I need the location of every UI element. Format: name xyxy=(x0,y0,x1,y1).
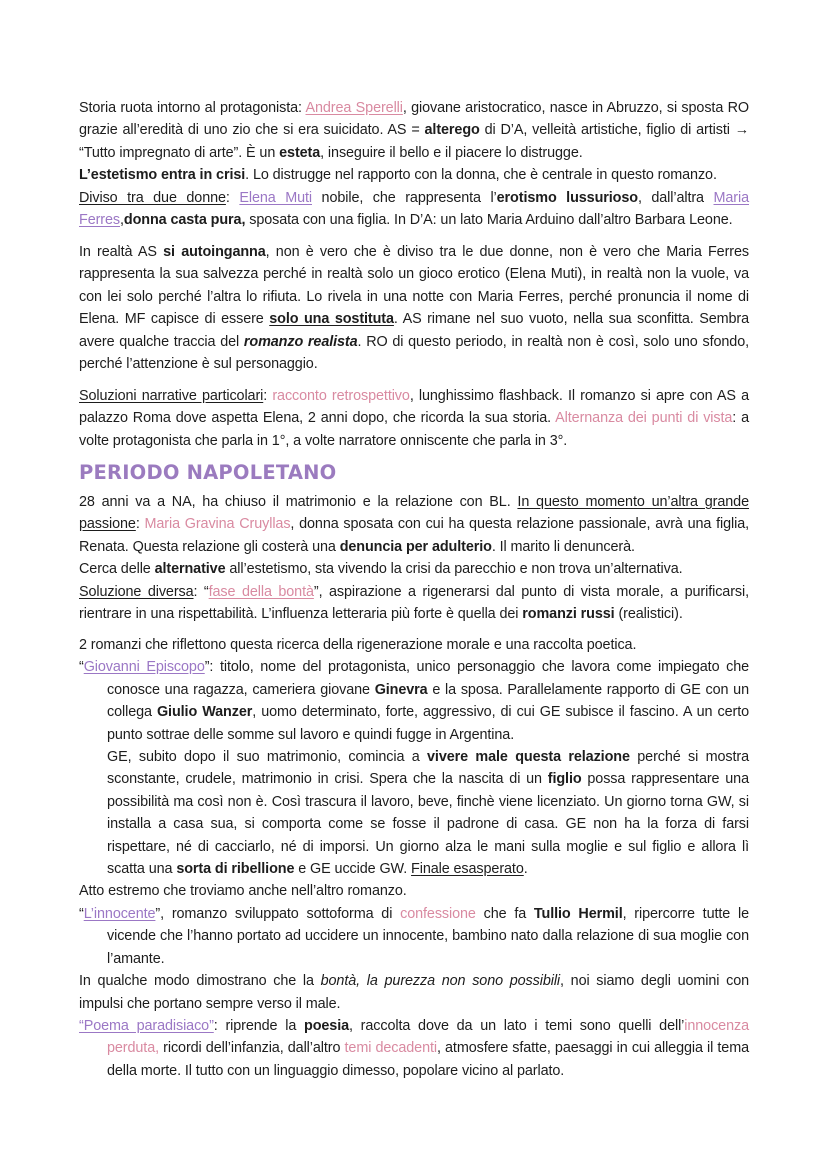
text: , non è vero che è diviso tra le due donne, non è vero che Maria Ferres rappresenta la sua salvezza perché in realtà solo un gioco erotico (Elena Muti), in realtà non la vuole, va con lei solo perché l’altra lo rifiuta. Lo rivela in una notte con Maria Ferres, perché pronuncia il nome di Elena. MF capisce di essere xyxy=(79,244,749,328)
text: Storia ruota intorno al protagonista: xyxy=(79,100,306,116)
name-maria-gravina: Maria Gravina Cruyllas xyxy=(144,516,291,533)
text: di D’A, velleità artistiche, figlio di artisti → “Tutto impregnato di arte”. È un xyxy=(79,122,749,161)
keyword-vivere-male: vivere male questa relazione xyxy=(427,749,630,766)
text: , ripercorre tutte le vicende che l’hanno portato ad uccidere un innocente, bambino nato dalla relazione di sua moglie con l’amante. xyxy=(107,905,749,967)
keyword-alterego: alterego xyxy=(424,122,480,139)
item-innocente xyxy=(79,903,749,970)
text-conclusion xyxy=(79,970,749,1015)
text: ”, romanzo sviluppato sottoforma di xyxy=(155,905,401,922)
name-maria-ferres: Maria Ferres xyxy=(79,189,749,229)
text: e la sposa. Parallelamente rapporto di GE con un collega xyxy=(107,681,749,721)
text: . Lo distrugge nel rapporto con la donna, che è centrale in questo romanzo. xyxy=(245,167,717,184)
section-heading: PERIODO NAPOLETANO xyxy=(79,461,337,484)
name-elena-muti: Elena Muti xyxy=(239,189,312,206)
text: Cerca delle xyxy=(79,561,155,578)
title-innocente: L’innocente xyxy=(83,905,156,922)
name-giulio-wanzer: Giulio Wanzer xyxy=(156,704,253,721)
keyword-confessione: confessione xyxy=(400,905,476,922)
paragraph-protagonist xyxy=(79,97,749,231)
text: : riprende la xyxy=(213,1017,304,1034)
text: , xyxy=(119,212,124,229)
name-tullio-hermil: Tullio Hermil xyxy=(533,905,623,922)
text: , noi siamo degli uomini con impulsi che portano sempre verso il male. xyxy=(79,973,750,1012)
text: nobile, che rappresenta l’ xyxy=(312,189,497,206)
text: che fa xyxy=(475,905,534,922)
paragraph-napoletano xyxy=(79,491,749,625)
keyword-sostituta: solo una sostituta xyxy=(269,311,394,328)
text: , giovane aristocratico, nasce in Abruzzo, si sposta RO grazie all’eredità di uno zio che si era suicidato. AS = xyxy=(79,100,749,139)
text: GE, subito dopo il suo matrimonio, comincia a xyxy=(107,749,428,766)
item-ge-continuation xyxy=(79,746,749,880)
text: . RO di questo periodo, in realtà non è così, solo uno sfondo, perché l’attenzione è sul personaggio. xyxy=(79,333,749,373)
name-ginevra: Ginevra xyxy=(374,681,428,698)
keyword-innocenza: innocenza perduta, xyxy=(107,1017,749,1057)
keyword-autoinganna: si autoinganna xyxy=(163,244,266,260)
keyword-casta: donna casta pura, xyxy=(123,212,246,229)
paragraph-romanzi xyxy=(79,634,749,1082)
text: e GE uccide GW. xyxy=(294,861,412,878)
keyword-ribellione: sorta di ribellione xyxy=(176,861,295,878)
keyword-decadenti: temi decadenti xyxy=(344,1040,437,1057)
text: In realtà AS xyxy=(79,244,164,260)
keyword-finale: Finale esasperato xyxy=(411,861,524,878)
title-giovanni-episcopo: Giovanni Episcopo xyxy=(83,659,205,676)
keyword-diviso: Diviso tra due donne xyxy=(79,189,226,206)
text: : a volte protagonista che parla in 1°, a volte narratore onniscente che parla in 3°. xyxy=(79,410,750,449)
text: 28 anni va a NA, ha chiuso il matrimonio e la relazione con BL. xyxy=(79,494,518,510)
keyword-romanzo-realista: romanzo realista xyxy=(243,333,358,350)
text: , inseguire il bello e il piacere lo distrugge. xyxy=(320,144,583,161)
item-poema-paradisiaco xyxy=(79,1015,749,1082)
text: : xyxy=(135,516,145,533)
text: , atmosfere sfatte, paesaggi in cui alleggia il tema della morte. Il tutto con un linguaggio dimesso, popolare vicino al parlato. xyxy=(107,1040,749,1079)
text: . xyxy=(523,861,528,878)
text: . AS rimane nel suo vuoto, nella sua sconfitta. Sembra avere qualche traccia del xyxy=(79,311,749,350)
text: Atto estremo che troviamo anche nell’altro romanzo. xyxy=(79,883,407,900)
keyword-crisi: L’estetismo entra in crisi xyxy=(79,167,246,184)
keyword-alternative: alternative xyxy=(154,561,226,578)
text: possa rappresentare una possibilità ma così non è. Così trascura il lavoro, beve, finchè viene licenziato. Un giorno torna GW, si installa a casa sua, si comporta come se fosse il padrone di casa. GE non ha la forza di farsi rispettare, né di cacciarlo, né di imporsi. Un giorno alza le mani sulla moglie e sul figlio e allora lì scatta una xyxy=(107,771,749,878)
text: , dall’altra xyxy=(637,189,714,206)
text: In qualche modo dimostrano che la xyxy=(79,973,321,990)
keyword-poesia: poesia xyxy=(304,1017,349,1034)
text: all’estetismo, sta vivendo la crisi da parecchio e non trova un’alternativa. xyxy=(225,561,683,578)
text: , raccolta dove da un lato i temi sono quelli dell’ xyxy=(349,1017,685,1034)
keyword-soluzioni: Soluzioni narrative particolari xyxy=(79,388,264,404)
text: ”, aspirazione a rigenerarsi dal punto di vista morale, a purificarsi, rientrare in una rispettabilità. L’influenza letteraria più forte è quella dei xyxy=(79,583,749,623)
text: : xyxy=(225,189,240,206)
keyword-fase-bonta: fase della bontà xyxy=(208,583,314,600)
text: , lunghissimo flashback. Il romanzo si apre con AS a palazzo Roma dove aspetta Elena, 2 anni dopo, che ricorda la sua storia. xyxy=(79,388,749,427)
keyword-romanzi-russi: romanzi russi xyxy=(522,606,615,623)
text: 2 romanzi che riflettono questa ricerca della rigenerazione morale e una raccolta poetica. xyxy=(79,637,637,653)
text: “ xyxy=(79,905,84,922)
paragraph-autoinganno xyxy=(79,241,749,375)
text: perché si mostra sconstante, crudele, matrimonio in crisi. Spera che la nascita di un xyxy=(107,749,749,788)
text: , donna sposata con cui ha questa relazione passionale, avrà una figlia, Renata. Questa relazione gli costerà una xyxy=(79,516,749,555)
paragraph-soluzioni xyxy=(79,385,749,452)
keyword-racconto: racconto retrospettivo xyxy=(272,388,410,404)
text: “ xyxy=(79,659,84,676)
keyword-passione: In questo momento un’altra grande passione xyxy=(79,494,749,533)
text: (realistici). xyxy=(614,606,683,623)
text: ricordi dell’infanzia, dall’altro xyxy=(159,1040,345,1057)
keyword-esteta: esteta xyxy=(279,144,321,161)
item-giovanni-episcopo xyxy=(79,656,749,746)
text: : xyxy=(263,388,273,404)
keyword-denuncia: denuncia per adulterio xyxy=(339,538,492,555)
keyword-purezza: bontà, la purezza non sono possibili xyxy=(320,973,561,990)
name-andrea-sperelli: Andrea Sperelli xyxy=(305,100,403,116)
text: . Il marito li denuncerà. xyxy=(491,538,635,555)
text: ”: titolo, nome del protagonista, unico personaggio che lavora come impiegato che conosce una ragazza, cameriera giovane xyxy=(107,659,749,698)
keyword-figlio: figlio xyxy=(547,771,582,788)
title-poema-paradisiaco: “Poema paradisiaco” xyxy=(79,1017,214,1034)
text: , uomo determinato, forte, aggressivo, di cui GE subisce il fascino. A un certo punto sottrae delle somme sul lavoro e quindi fugge in Argentina. xyxy=(107,704,749,743)
text: sposata con una figlia. In D’A: un lato Maria Arduino dall’altro Barbara Leone. xyxy=(245,212,733,229)
text: : “ xyxy=(193,583,209,600)
keyword-erotismo: erotismo lussurioso xyxy=(496,189,638,206)
keyword-alternanza: Alternanza dei punti di vista xyxy=(555,410,733,427)
keyword-soluzione: Soluzione diversa xyxy=(79,583,194,600)
